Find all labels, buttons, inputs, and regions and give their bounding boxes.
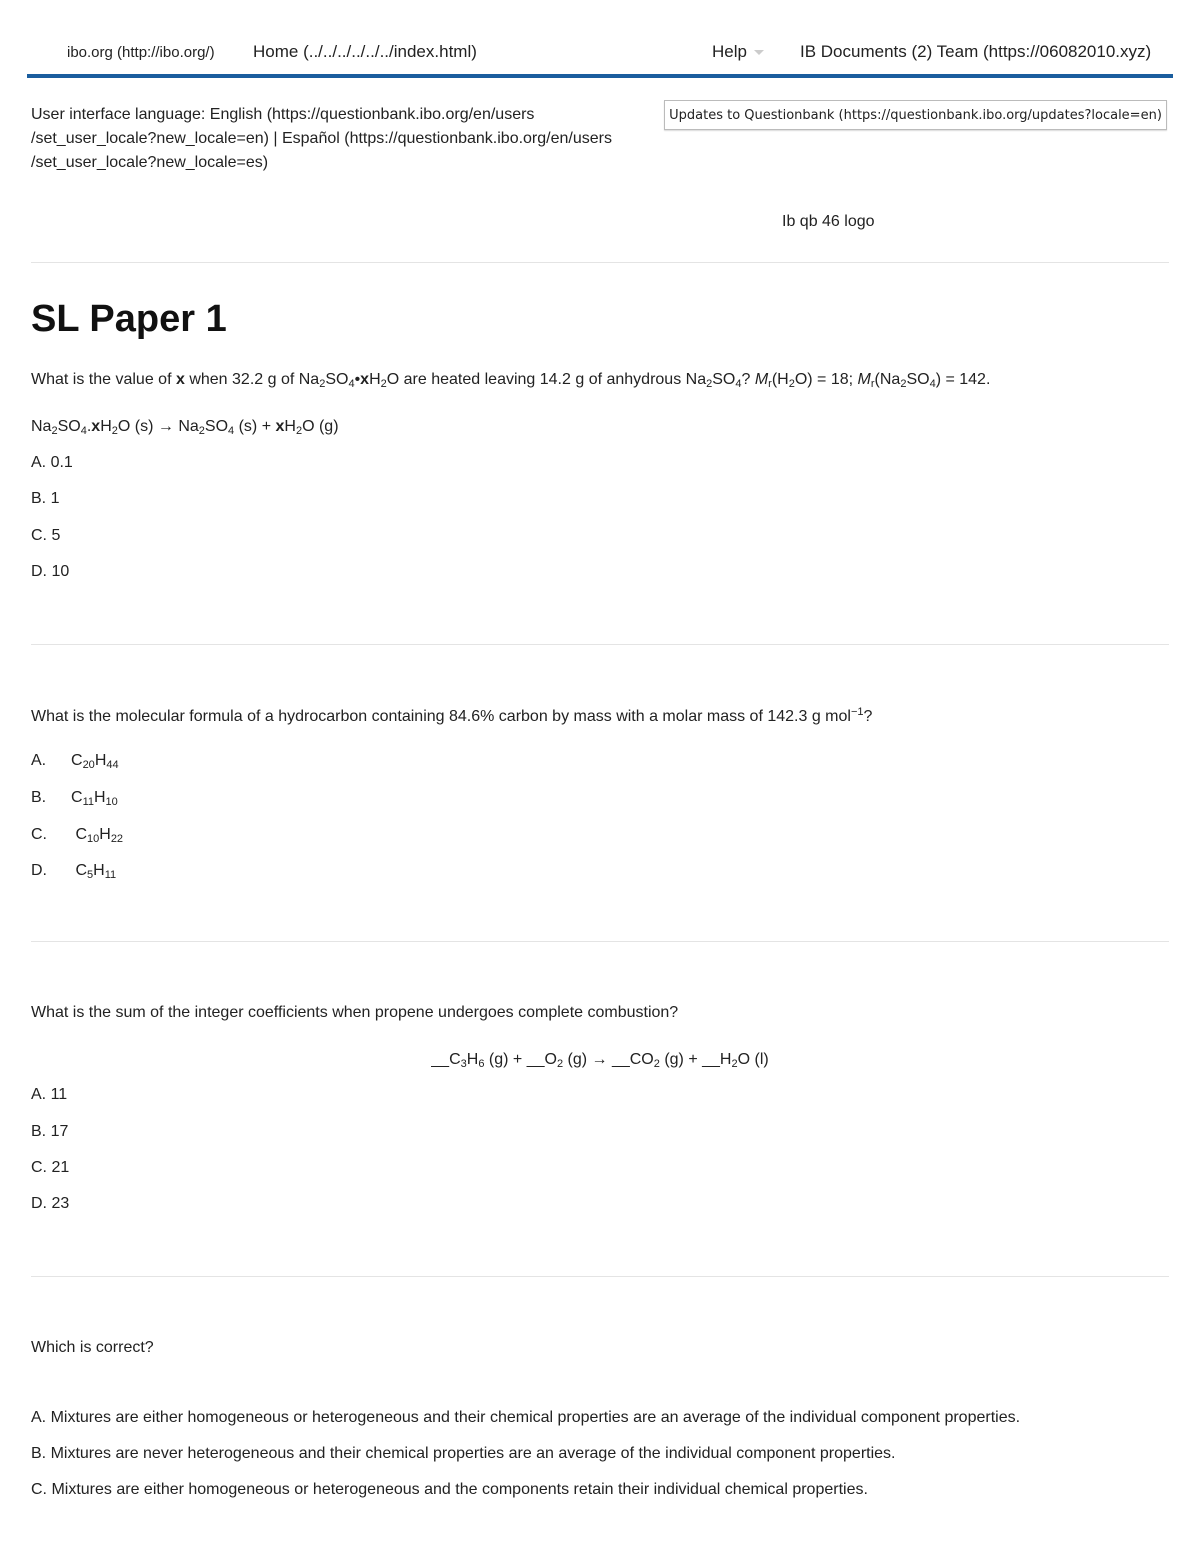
question-2-option-b: B. $C_{11}H_{10}$ <box>31 789 118 808</box>
nav-divider <box>27 74 1173 78</box>
nav-ibo-link[interactable]: ibo.org (http://ibo.org/) <box>67 44 215 61</box>
question-3-option-d: D. 23 <box>31 1195 70 1212</box>
language-line-1[interactable]: User interface language: English (https://questionbank.ibo.org/en/users <box>31 106 535 123</box>
question-1-option-a: A. 0.1 <box>31 454 73 471</box>
language-selector <box>31 103 661 175</box>
divider <box>31 644 1169 645</box>
question-3-option-a: A. 11 <box>31 1086 68 1103</box>
question-2-option-d: D. $C_5H_{11}$ <box>31 862 117 881</box>
question-1-option-b: B. 1 <box>31 490 60 507</box>
question-3-equation: $\_\_C_3H_6$ $(g) + \_\_O_2$ $(g) \to \_\_CO_2$ $(g) + \_\_H_2O$ (l) <box>431 1051 769 1070</box>
help-label: Help <box>712 42 747 61</box>
nav-help-dropdown[interactable] <box>712 42 764 62</box>
nav-home-link[interactable]: Home (../../../../../../index.html) <box>253 42 477 61</box>
option-label: A. <box>31 752 47 769</box>
question-2-text: What is the molecular formula of a hydrocarbon containing 84.6% carbon by mass with a molar mass of 142.3 g mol$^{-1}$? <box>31 706 873 725</box>
divider <box>31 1276 1169 1277</box>
page-title: SL Paper 1 <box>31 298 227 340</box>
option-label: D. <box>31 862 47 879</box>
question-3-option-b: B. 17 <box>31 1123 69 1140</box>
question-1-equation: $Na_2SO_4.xH_2O$ $(s) \to Na_2SO_4$ $(s) + xH_2O$ (g) <box>31 418 339 437</box>
nav-team-link[interactable]: IB Documents (2) Team (https://06082010.xyz) <box>800 42 1152 61</box>
option-label: B. <box>31 789 47 806</box>
question-1-option-c: C. 5 <box>31 527 61 544</box>
question-2-option-c: C. $C_{10}H_{22}$ <box>31 826 124 845</box>
language-line-2[interactable]: /set_user_locale?new_locale=en) | Español (https://questionbank.ibo.org/en/users <box>31 130 612 147</box>
divider <box>31 941 1169 942</box>
question-3-option-c: C. 21 <box>31 1159 70 1176</box>
option-label: C. <box>31 826 47 843</box>
question-4-option-b: B. Mixtures are never heterogeneous and their chemical properties are an average of the individual component properties. <box>31 1445 896 1462</box>
updates-button[interactable]: Updates to Questionbank (https://questionbank.ibo.org/updates?locale=en) <box>664 100 1167 130</box>
chevron-down-icon <box>754 50 764 55</box>
question-3-text: What is the sum of the integer coefficients when propene undergoes complete combustion? <box>31 1004 679 1021</box>
language-line-3[interactable]: /set_user_locale?new_locale=es) <box>31 154 269 171</box>
question-4-text: Which is correct? <box>31 1339 154 1356</box>
question-2-option-a: A. $C_{20}H_{44}$ <box>31 752 119 771</box>
question-4-option-c: C. Mixtures are either homogeneous or heterogeneous and the components retain their individual chemical properties. <box>31 1481 868 1498</box>
divider <box>31 262 1169 263</box>
ib-logo: Ib qb 46 logo <box>782 213 875 230</box>
question-1-text: What is the value of x when 32.2 g of $Na_2SO_4•xH_2O$ are heated leaving 14.2 g of anhydrous $Na_2SO_4$? $M_r(H_2O) = 18$; $M_r(Na_2SO_4) = 142$. <box>31 371 991 390</box>
question-1-option-d: D. 10 <box>31 563 70 580</box>
question-4-option-a: A. Mixtures are either homogeneous or heterogeneous and their chemical properties are an average of the individual component properties. <box>31 1409 1021 1426</box>
top-nav <box>0 0 1200 80</box>
